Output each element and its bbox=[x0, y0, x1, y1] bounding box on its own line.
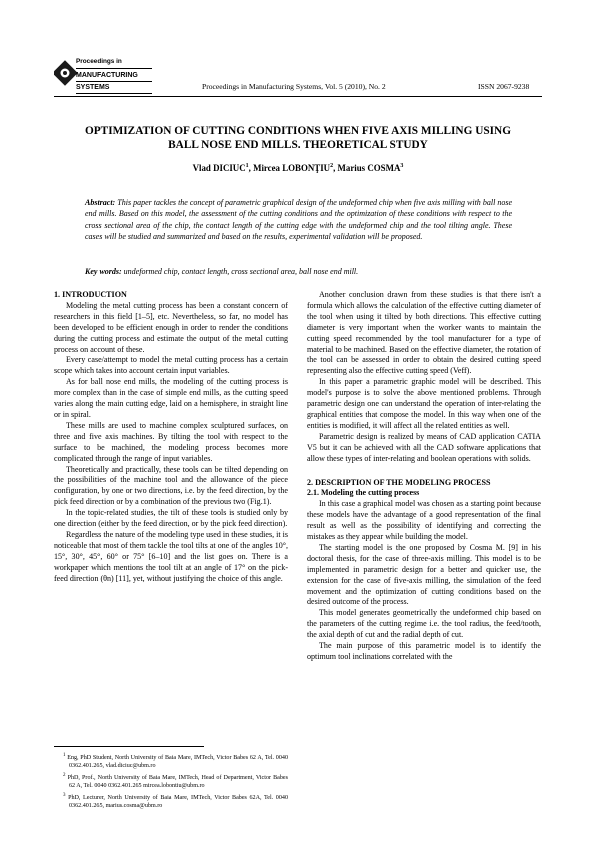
keywords-text: undeformed chip, contact length, cross sectional area, ball nose end mill. bbox=[123, 267, 359, 276]
paragraph: Modeling the metal cutting process has been a constant concern of researchers in this field [1–5], etc. Nevertheless, so far, no model has been developed to be efficient enough in order to render the conditions during the cutting process and estimate the output of the metal cutting process on account of these. bbox=[54, 300, 288, 354]
paragraph: The starting model is the one proposed by Cosma M. [9] in his doctoral thesis, for the case of three-axis milling. This model is to be implemented in parametric design for a better and quicker use, the extension for the case of five-axis milling, the simulation of the feed movement and the optimization of cutting conditions based on the desired outcome of the process. bbox=[307, 542, 541, 607]
paragraph: In the topic-related studies, the tilt of these tools is studied only by one direction (either by the feed direction, or by the pick feed direction). bbox=[54, 508, 288, 529]
author-name: Mircea LOBONŢIU bbox=[253, 163, 331, 173]
author-name: Marius COSMA bbox=[337, 163, 401, 173]
logo-rule bbox=[76, 93, 152, 94]
abstract-text: This paper tackles the concept of parametric graphical design of the undeformed chip when five axis milling with ball nose end mills. Based on this model, the assessment of the cutting conditions and the optimization of these conditions with respect to the cross sectional area of the chip, the contact length of the cutting edge with the undeformed chip and the tool tilting angle. These cases will be studied and summarized and based on the results, experimental validation will be proposed. bbox=[85, 198, 512, 241]
footnote bbox=[54, 752, 288, 771]
header-rule bbox=[54, 96, 542, 97]
footnote-text: Eng, PhD Student, North University of Baia Mare, IMTech, Victor Babes 62 A, Tel. 0040 0362.401.265, vlad.diciuc@ubm.ro bbox=[67, 755, 288, 770]
footnote-mark: 3 bbox=[63, 792, 66, 798]
paragraph: Another conclusion drawn from these studies is that there isn't a formula which allows the calculation of the effective cutting diameter of the tool when using it tilted by both directions. This effective cutting diameter is very important when the worker wants to maintain the cutting speed recommended by the tool manufacturer for a type of material to be machined. Based on the effective diameter, the rotation of the tool can be assessed in order to obtain the desired cutting speed representing also the effective cutting speed (Veff). bbox=[307, 290, 541, 376]
paragraph: As for ball nose end mills, the modeling of the cutting process is more complex than in the case of simple end mills, as the cutting speed varies along the main cutting edge, laid on a hemisphere, in straight line or in spiral. bbox=[54, 377, 288, 419]
author-affil: 1 bbox=[245, 163, 249, 170]
logo-rule bbox=[76, 81, 152, 82]
paragraph: Every case/attempt to model the metal cutting process has a certain scope which takes into account certain input variables. bbox=[54, 355, 288, 376]
author-list: Vlad DICIUC$^1$, Mircea LOBONŢIU$^2$, Marius COSMA$^3$ bbox=[192, 163, 404, 173]
paragraph: These mills are used to machine complex sculptured surfaces, on three and five axis machines. By tilting the tool with respect to the surface to be machined, the modeling process becomes more complicated through the range of input variables. bbox=[54, 420, 288, 463]
paragraph: Regardless the nature of the modeling type used in these studies, it is noticeable that most of them tackle the tool tilts at one of the angles 10°, 15°, 30°, 45°, 60° or 75° [6–10] and the list goes on. There is a workpaper which mentions the tool tilt at an angle of 17° on the pick-feed direction (θn) [11], yet, without justifying the choice of this angle. bbox=[54, 529, 288, 583]
abstract-label: Abstract: bbox=[85, 198, 116, 207]
paragraph: Theoretically and practically, these tools can be tilted depending on the possibilities of the machine tool and the allowance of the piece configuration, by one or two directions, i.e. by the feed direction, by the pick feed direction or by a combination of the previous two (Fig.1). bbox=[54, 464, 288, 507]
title-line-1: OPTIMIZATION OF CUTTING CONDITIONS WHEN FIVE AXIS MILLING USING bbox=[84, 125, 511, 137]
logo-text-2: MANUFACTURING bbox=[76, 72, 138, 79]
paragraph: Parametric design is realized by means of CAD application CATIA V5 but it can be achieved with all the CAD software applications that allow these types of inter-relating and boolean operations with solids. bbox=[307, 431, 541, 463]
paragraph: The main purpose of this parametric model is to identify the optimum tool inclinations correlated with the bbox=[307, 641, 541, 661]
paragraph: This model generates geometrically the undeformed chip based on the parameters of the cutting regime i.e. the tool radius, the feed/tooth, the axial depth of cut and the radial depth of cut. bbox=[307, 608, 541, 640]
keywords bbox=[85, 267, 512, 276]
author-affil: 3 bbox=[400, 163, 404, 170]
footnote-text: PhD, Prof., North University of Baia Mare, IMTech, Head of Department, Victor Babes 62 A, Tel. 0040 0362.401.265 mircea.lobontiu@ubm.ro bbox=[67, 774, 288, 790]
footnote-mark: 1 bbox=[63, 753, 66, 758]
paragraph: In this paper a parametric graphic model will be described. This model's purpose is to solve the above mentioned problems. Through parametric design one can understand the operation of inter-relating the graphical entities that compose the model. In this way when one of the entities is modified, it will affect all the related entities as well. bbox=[307, 377, 541, 430]
keywords-label: Key words: bbox=[85, 267, 122, 276]
paper-title bbox=[60, 124, 536, 152]
abstract bbox=[85, 197, 512, 242]
footnote-rule bbox=[54, 746, 204, 747]
footnote-mark: 2 bbox=[63, 772, 66, 778]
logo-rule bbox=[76, 68, 152, 69]
journal-logo bbox=[54, 58, 154, 100]
journal-citation: Proceedings in Manufacturing Systems, Vol. 5 (2010), No. 2 bbox=[202, 82, 386, 91]
section-heading: 2. DESCRIPTION OF THE MODELING PROCESS bbox=[307, 477, 491, 487]
issn: ISSN 2067-9238 bbox=[478, 82, 530, 91]
footnotes bbox=[54, 752, 288, 812]
gear-icon bbox=[54, 58, 78, 88]
author-name: Vlad DICIUC bbox=[192, 163, 246, 173]
footnote bbox=[54, 772, 288, 791]
paragraph: In this case a graphical model was chosen as a starting point because these models have the advantage of a good representation of the final result as well as the possibility of identifying and correcting the mistakes as they appear while building the model. bbox=[307, 499, 541, 542]
spacer bbox=[307, 465, 541, 478]
author-affil: 2 bbox=[330, 163, 334, 170]
title-line-2: BALL NOSE END MILLS. THEORETICAL STUDY bbox=[168, 139, 428, 151]
logo-text-1: Proceedings in bbox=[76, 58, 122, 65]
right-column bbox=[307, 290, 541, 663]
section-heading: 1. INTRODUCTION bbox=[54, 290, 127, 299]
subsection-heading: 2.1. Modeling the cutting process bbox=[307, 488, 420, 498]
footnote-text: PhD, Lecturer, North University of Baia Mare, IMTech, Victor Babes 62A, Tel. 0040 0362.401.265, marius.cosma@ubm.ro bbox=[68, 794, 288, 810]
logo-text-3: SYSTEMS bbox=[76, 84, 110, 91]
footnote bbox=[54, 792, 288, 811]
left-column bbox=[54, 290, 288, 584]
